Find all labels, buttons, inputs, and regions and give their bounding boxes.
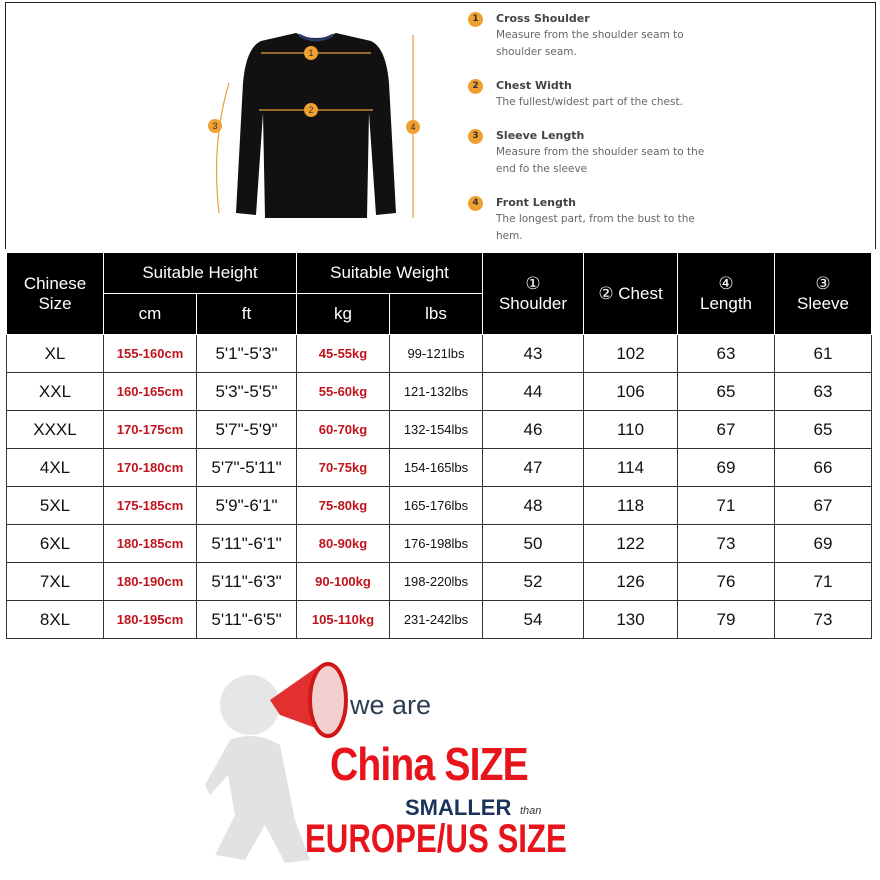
cell-weight-kg: 90-100kg: [297, 563, 390, 601]
europe-us-size-text: EUROPE/US SIZE: [305, 817, 567, 861]
cell-height-ft: 5'9"-6'1": [197, 487, 297, 525]
size-chart-body: [7, 335, 872, 639]
cell-shoulder: 47: [483, 449, 584, 487]
svg-text:1: 1: [308, 48, 314, 58]
cell-chest: 102: [584, 335, 678, 373]
cell-height-cm: 180-190cm: [104, 563, 197, 601]
we-are-text: we are: [350, 690, 432, 720]
cell-height-ft: 5'7"-5'11": [197, 449, 297, 487]
cell-size: XXXL: [7, 411, 104, 449]
smaller-text: SMALLER: [405, 795, 512, 820]
svg-text:3: 3: [212, 121, 218, 131]
shirt-illustration: [201, 23, 431, 228]
number-badge-icon: 2: [468, 79, 483, 94]
cell-size: XL: [7, 335, 104, 373]
cell-chest: 110: [584, 411, 678, 449]
cell-sleeve: 63: [775, 373, 872, 411]
header-sleeve: ③ Sleeve: [775, 253, 872, 335]
table-row: [7, 411, 872, 449]
cell-length: 71: [678, 487, 775, 525]
guide-item-cross-shoulder: [468, 11, 708, 61]
number-badge-icon: 4: [468, 196, 483, 211]
number-badge-icon: 1: [468, 12, 483, 27]
cell-chest: 122: [584, 525, 678, 563]
cell-sleeve: 66: [775, 449, 872, 487]
table-row: [7, 563, 872, 601]
cell-weight-lbs: 198-220lbs: [390, 563, 483, 601]
table-row: [7, 373, 872, 411]
header-lbs: lbs: [390, 294, 483, 335]
header-length: ④ Length: [678, 253, 775, 335]
cell-weight-kg: 60-70kg: [297, 411, 390, 449]
cell-chest: 114: [584, 449, 678, 487]
cell-shoulder: 52: [483, 563, 584, 601]
cell-weight-lbs: 154-165lbs: [390, 449, 483, 487]
cell-height-cm: 175-185cm: [104, 487, 197, 525]
cell-shoulder: 50: [483, 525, 584, 563]
marker-4: [406, 120, 420, 134]
cell-length: 63: [678, 335, 775, 373]
cell-chest: 130: [584, 601, 678, 639]
cell-weight-kg: 70-75kg: [297, 449, 390, 487]
cell-length: 67: [678, 411, 775, 449]
guide-desc: The fullest/widest part of the chest.: [496, 96, 683, 108]
table-row: [7, 449, 872, 487]
table-row: [7, 601, 872, 639]
cell-height-ft: 5'1"-5'3": [197, 335, 297, 373]
cell-height-ft: 5'3"-5'5": [197, 373, 297, 411]
guide-desc: The longest part, from the bust to the hem.: [496, 213, 695, 242]
than-text: than: [520, 805, 542, 817]
cell-height-ft: 5'11"-6'3": [197, 563, 297, 601]
cell-size: 7XL: [7, 563, 104, 601]
cell-height-cm: 160-165cm: [104, 373, 197, 411]
cell-sleeve: 67: [775, 487, 872, 525]
guide-desc: Measure from the shoulder seam to shoulder seam.: [496, 29, 684, 58]
cell-sleeve: 71: [775, 563, 872, 601]
cell-weight-kg: 105-110kg: [297, 601, 390, 639]
header-chest: ② Chest: [584, 253, 678, 335]
guide-desc: Measure from the shoulder seam to the end fo the sleeve: [496, 146, 705, 175]
table-row: [7, 525, 872, 563]
measurement-guide-panel: [5, 2, 876, 249]
cell-weight-lbs: 165-176lbs: [390, 487, 483, 525]
cell-size: 5XL: [7, 487, 104, 525]
cell-shoulder: 43: [483, 335, 584, 373]
cell-size: XXL: [7, 373, 104, 411]
guide-title: Front Length: [496, 196, 576, 209]
measurement-guide: [468, 11, 708, 262]
header-cm: cm: [104, 294, 197, 335]
marker-1: [304, 46, 318, 60]
cell-shoulder: 54: [483, 601, 584, 639]
cell-length: 76: [678, 563, 775, 601]
cell-weight-lbs: 121-132lbs: [390, 373, 483, 411]
guide-title: Chest Width: [496, 79, 572, 92]
size-chart-table: [6, 252, 872, 639]
header-suitable-weight: Suitable Weight: [297, 253, 483, 294]
cell-shoulder: 48: [483, 487, 584, 525]
table-row: [7, 487, 872, 525]
cell-chest: 106: [584, 373, 678, 411]
cell-height-cm: 180-185cm: [104, 525, 197, 563]
cell-size: 4XL: [7, 449, 104, 487]
marker-2: [304, 103, 318, 117]
cell-height-cm: 155-160cm: [104, 335, 197, 373]
cell-weight-kg: 55-60kg: [297, 373, 390, 411]
guide-item-sleeve-length: [468, 128, 708, 178]
guide-item-chest-width: [468, 78, 708, 111]
cell-weight-lbs: 176-198lbs: [390, 525, 483, 563]
cell-length: 73: [678, 525, 775, 563]
cell-size: 6XL: [7, 525, 104, 563]
cell-weight-kg: 45-55kg: [297, 335, 390, 373]
header-chinese-size: Chinese Size: [7, 253, 104, 335]
cell-sleeve: 69: [775, 525, 872, 563]
cell-height-cm: 170-180cm: [104, 449, 197, 487]
header-ft: ft: [197, 294, 297, 335]
cell-weight-lbs: 231-242lbs: [390, 601, 483, 639]
cell-size: 8XL: [7, 601, 104, 639]
guide-title: Sleeve Length: [496, 129, 585, 142]
cell-weight-kg: 80-90kg: [297, 525, 390, 563]
cell-shoulder: 44: [483, 373, 584, 411]
header-shoulder: ① Shoulder: [483, 253, 584, 335]
guide-title: Cross Shoulder: [496, 12, 590, 25]
cell-height-ft: 5'11"-6'1": [197, 525, 297, 563]
cell-height-cm: 180-195cm: [104, 601, 197, 639]
svg-text:4: 4: [410, 122, 416, 132]
cell-length: 69: [678, 449, 775, 487]
china-size-text: China SIZE: [330, 738, 528, 790]
cell-sleeve: 61: [775, 335, 872, 373]
cell-chest: 118: [584, 487, 678, 525]
cell-weight-lbs: 99-121lbs: [390, 335, 483, 373]
svg-text:2: 2: [308, 105, 314, 115]
promo-banner: [200, 645, 590, 875]
header-suitable-height: Suitable Height: [104, 253, 297, 294]
cell-height-cm: 170-175cm: [104, 411, 197, 449]
table-row: [7, 335, 872, 373]
cell-weight-lbs: 132-154lbs: [390, 411, 483, 449]
cell-height-ft: 5'11"-6'5": [197, 601, 297, 639]
header-kg: kg: [297, 294, 390, 335]
marker-3: [208, 119, 222, 133]
cell-weight-kg: 75-80kg: [297, 487, 390, 525]
cell-length: 65: [678, 373, 775, 411]
cell-sleeve: 73: [775, 601, 872, 639]
cell-length: 79: [678, 601, 775, 639]
cell-sleeve: 65: [775, 411, 872, 449]
number-badge-icon: 3: [468, 129, 483, 144]
cell-shoulder: 46: [483, 411, 584, 449]
guide-item-front-length: [468, 195, 708, 245]
cell-chest: 126: [584, 563, 678, 601]
cell-height-ft: 5'7"-5'9": [197, 411, 297, 449]
